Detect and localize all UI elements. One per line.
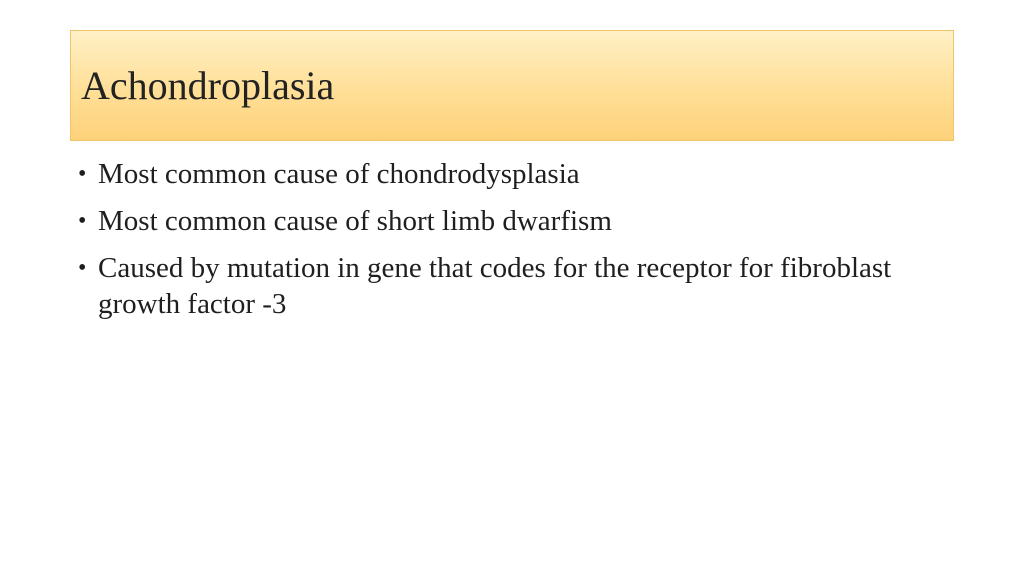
bullet-dot-icon: • bbox=[78, 161, 87, 187]
bullet-dot-icon: • bbox=[78, 208, 87, 234]
slide-title: Achondroplasia bbox=[81, 63, 335, 108]
bullet-item bbox=[76, 250, 926, 322]
bullet-item bbox=[76, 156, 926, 192]
bullet-text: Most common cause of short limb dwarfism bbox=[98, 205, 612, 237]
bullet-text: Caused by mutation in gene that codes for the receptor for fibroblast growth factor -3 bbox=[98, 252, 892, 320]
bullet-list bbox=[76, 156, 926, 333]
bullet-text: Most common cause of chondrodysplasia bbox=[98, 158, 580, 190]
title-banner bbox=[70, 30, 954, 141]
bullet-item bbox=[76, 203, 926, 239]
bullet-dot-icon: • bbox=[78, 255, 87, 281]
